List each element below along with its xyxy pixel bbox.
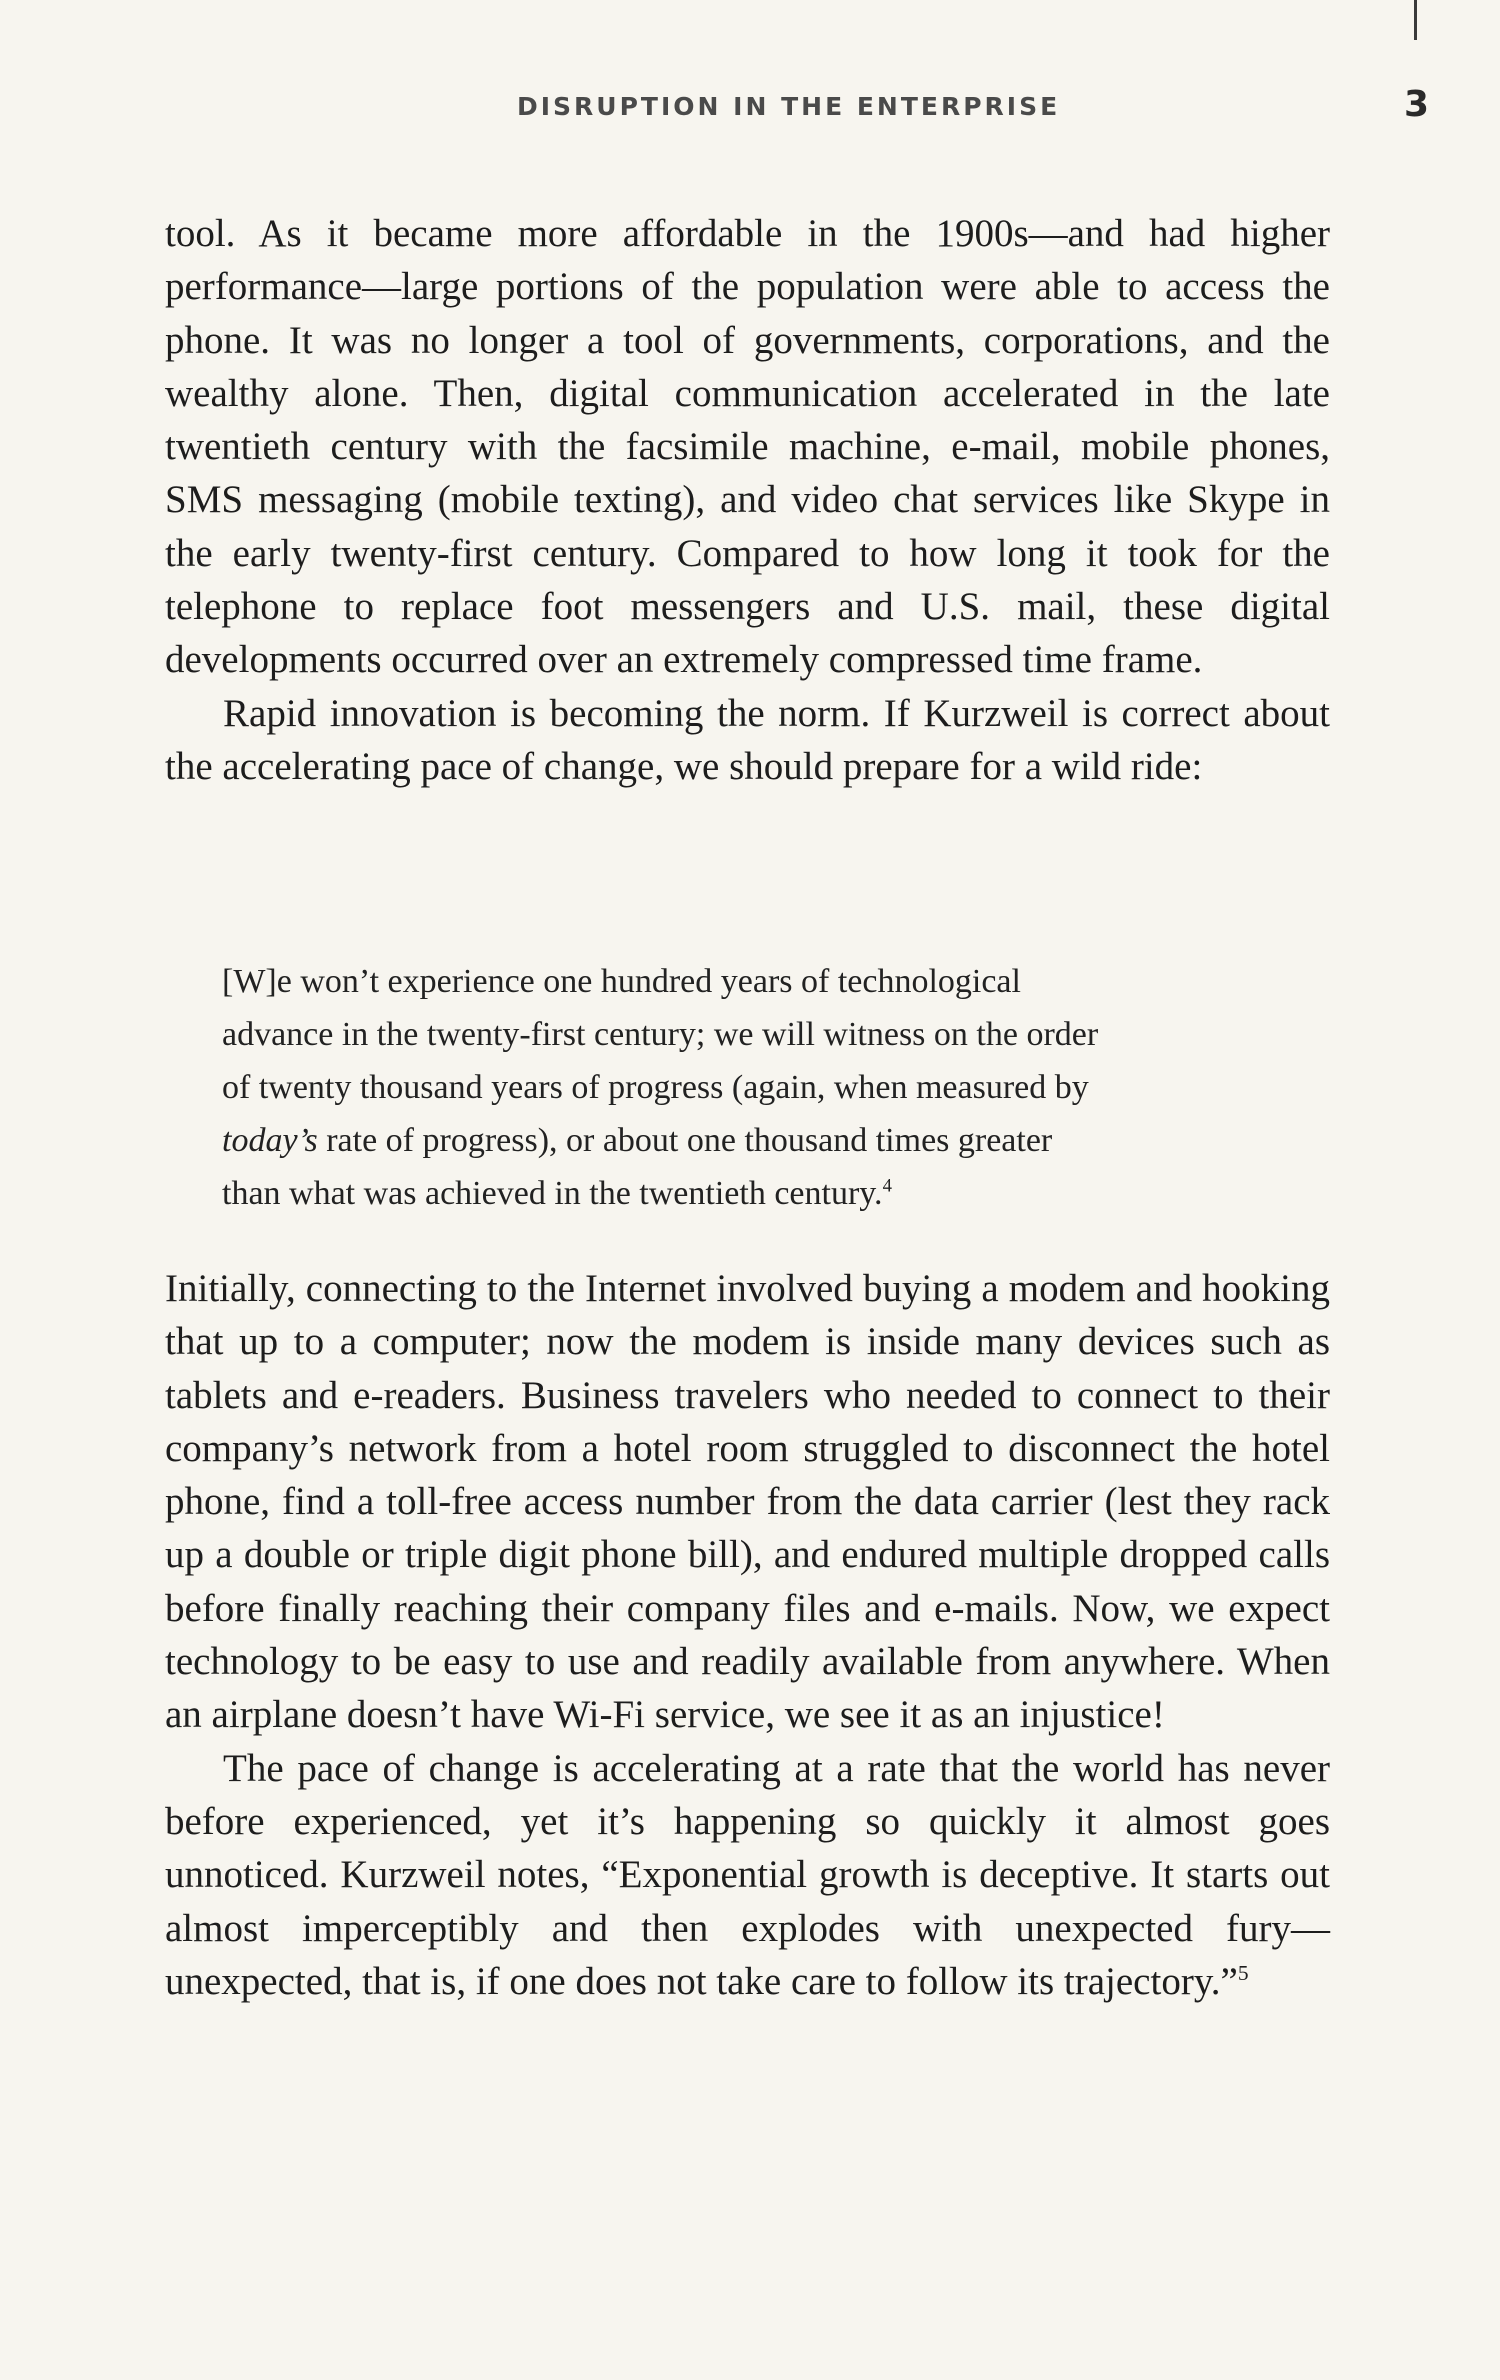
running-head: DISRUPTION IN THE ENTERPRISE [517, 92, 1061, 121]
quote-emphasis: today’s [222, 1122, 318, 1159]
body-text-bottom [165, 1262, 1330, 2008]
quote-line-text: than what was achieved in the twentieth century. [222, 1175, 883, 1212]
paragraph: Rapid innovation is becoming the norm. If Kurzweil is correct about the accelerating pace of change, we should prepare for a wild ride: [165, 691, 1330, 788]
page-header [0, 86, 1500, 126]
quote-line: of twenty thousand years of progress (again, when measured by [222, 1069, 1089, 1106]
paragraph-continued: tool. As it became more affordable in the 1900s—and had higher performance—large portions of the population were able to access the phone. It was no longer a tool of governments, corporations, and the wealthy alone. Then, digital communication accelerated in the late twentieth century with the facsimile machine, e-mail, mobile phones, SMS messaging (mobile texting), and video chat services like Skype in the early twenty-first century. Compared to how long it took for the telephone to replace foot messengers and U.S. mail, these digital developments occurred over an extremely compressed time frame. [165, 212, 1330, 682]
quote-line [222, 1167, 1302, 1220]
footnote-marker: 5 [1237, 1960, 1249, 1985]
quote-line: [W]e won’t experience one hundred years of technological [222, 963, 1021, 1000]
quote-line: advance in the twenty-first century; we will witness on the order [222, 1016, 1099, 1053]
paragraph: Initially, connecting to the Internet involved buying a modem and hooking that up to a computer; now the modem is inside many devices such as tablets and e-readers. Business travelers who needed to connect to their company’s network from a hotel room struggled to disconnect the hotel phone, find a toll-free access number from the data carrier (lest they rack up a double or triple digit phone bill), and endured multiple dropped calls before finally reaching their company files and e-mails. Now, we expect technology to be easy to use and readily available from anywhere. When an airplane doesn’t have Wi-Fi service, we see it as an injustice! [165, 1267, 1330, 1737]
footnote-marker: 4 [882, 1175, 892, 1197]
block-quote [222, 955, 1302, 1220]
quote-line-rest: rate of progress), or about one thousand times greater [317, 1122, 1053, 1159]
page-number: 3 [1404, 84, 1430, 125]
paragraph [165, 1742, 1330, 2008]
paragraph-text: The pace of change is accelerating at a rate that the world has never before experienced, yet it’s happening so quickly it almost goes unnoticed. Kurzweil notes, “Exponential growth is deceptive. It starts out almost imperceptibly and then explodes with unexpected fury—unexpected, that is, if one does not take care to follow its trajectory.” [165, 1746, 1330, 2003]
page-edge-mark [1414, 0, 1417, 40]
quote-line [222, 1114, 1302, 1167]
body-text-top [165, 207, 1330, 793]
